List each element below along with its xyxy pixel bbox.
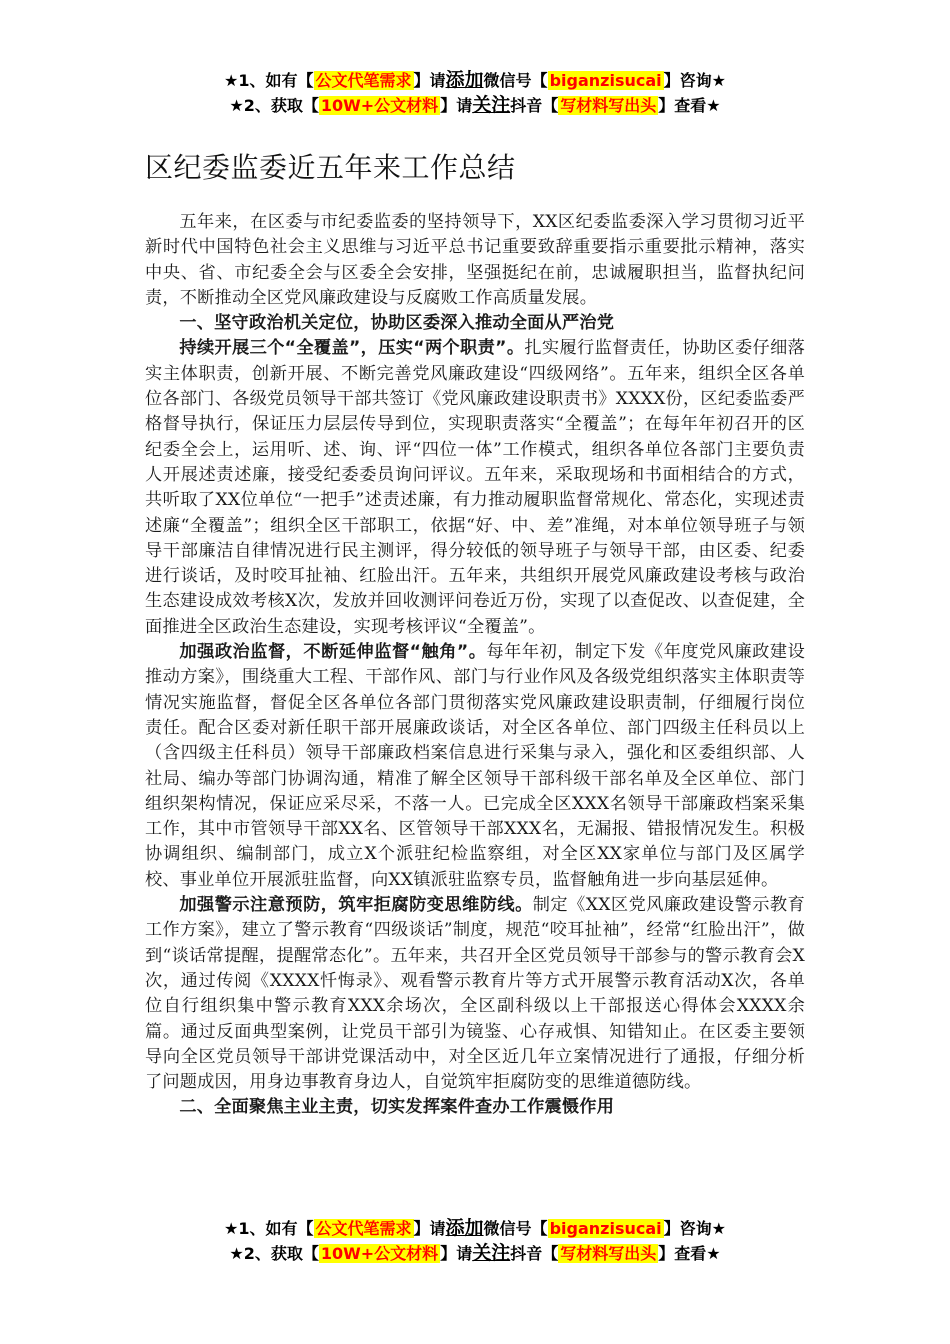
section-heading-2: 二、全面聚焦主业主责，切实发挥案件查办工作震慑作用 [179, 1097, 615, 1118]
header-banner [0, 68, 950, 118]
banner-line-2 [0, 93, 950, 118]
banner-highlight: 10W+公文材料 [320, 96, 439, 115]
banner-text: 】请 [413, 1219, 446, 1238]
paragraph-text: 每年年初，制定下发《年度党风廉政建设推动方案》，围绕重大工程、干部作风、部门与行业作风及各级党组织落实主体职责等情况实施监督，督促全区各单位各部门贯彻落实党风廉政建设职责制，仔细履行岗位责任。配合区委对新任职干部开展廉政谈话，对全区各单位、部门四级主任科员以上（含四级主任科员）领导干部廉政档案信息进行采集与录入，强化和区委组织部、人社局、编办等部门协调沟通，精准了解全区领导干部科级干部名单及全区单位、部门组织架构情况，保证应采尽采，不落一人。已完成全区XXX名领导干部廉政档案采集工作，其中市管领导干部XX名、区管领导干部XXX名，无漏报、错报情况发生。积极协调组织、编制部门，成立X个派驻纪检监察组，对全区XX家单位与部门及区属学校、事业单位开展派驻监督，向XX镇派驻监察专员，监督触角进一步向基层延伸。 [145, 642, 805, 890]
banner-text: 】查看★ [658, 1244, 721, 1263]
banner-text: 】咨询★ [663, 71, 726, 90]
paragraph-lead: 加强政治监督，不断延伸监督“触角”。 [179, 642, 487, 663]
paragraph-lead: 加强警示注意预防，筑牢拒腐防变思维防线。 [179, 895, 533, 916]
paragraph-3 [145, 893, 805, 1095]
banner-text: 抖音【 [510, 96, 559, 115]
paragraph-1 [145, 336, 805, 640]
banner-text: 】请 [440, 96, 473, 115]
banner-emphasis: 关注 [472, 1242, 511, 1264]
paragraph-2 [145, 640, 805, 893]
banner-line-2 [0, 1241, 950, 1266]
banner-highlight: biganzisucai [549, 71, 662, 90]
banner-text: ★1、如有【 [224, 1219, 314, 1238]
banner-text: 微信号【 [483, 1219, 548, 1238]
intro-paragraph: 五年来，在区委与市纪委监委的坚持领导下，XX区纪委监委深入学习贯彻习近平新时代中国特色社会主义思维与习近平总书记重要致辞重要指示重要批示精神，落实中央、省、市纪委全会与区委全会安排，坚强挺纪在前，忠诚履职担当，监督执纪问责，不断推动全区党风廉政建设与反腐败工作高质量发展。 [145, 212, 805, 308]
banner-text: 抖音【 [510, 1244, 559, 1263]
banner-text: 】请 [440, 1244, 473, 1263]
banner-emphasis: 添加 [445, 69, 484, 91]
banner-highlight: 公文代笔需求 [315, 71, 412, 90]
section-heading-1: 一、坚守政治机关定位，协助区委深入推动全面从严治党 [179, 313, 615, 334]
banner-emphasis: 关注 [472, 94, 511, 116]
document-title: 区纪委监委近五年来工作总结 [145, 151, 516, 184]
paragraph-lead: 持续开展三个“全覆盖”，压实“两个职责”。 [179, 338, 525, 359]
banner-line-1 [0, 68, 950, 93]
paragraph-text: 扎实履行监督责任，协助区委仔细落实主体职责，创新开展、不断完善党风廉政建设“四级网络”。五年来，组织全区各单位各部门、各级党员领导干部共签订《党风廉政建设职责书》XXXX份，区纪委监委严格督导执行，保证压力层层传导到位，实现职责落实“全覆盖”；在每年年初召开的区纪委全会上，运用听、述、询、评“四位一体”工作模式，组织各单位各部门主要负责人开展述责述廉，接受纪委委员询问评议。五年来，采取现场和书面相结合的方式，共听取了XX位单位“一把手”述责述廉，有力推动履职监督常规化、常态化，实现述责述廉“全覆盖”；组织全区干部职工，依据“好、中、差”准绳，对本单位领导班子与领导干部廉洁自律情况进行民主测评，得分较低的领导班子与领导干部，由区委、纪委进行谈话，及时咬耳扯袖、红脸出汗。五年来，共组织开展党风廉政建设考核与政治生态建设成效考核X次，发放并回收测评问卷近万份，实现了以查促改、以查促建，全面推进全区政治生态建设，实现考核评议“全覆盖”。 [145, 338, 806, 637]
banner-highlight: 公文代笔需求 [315, 1219, 412, 1238]
banner-text: 】查看★ [658, 96, 721, 115]
banner-highlight: biganzisucai [549, 1219, 662, 1238]
banner-text: ★1、如有【 [224, 71, 314, 90]
banner-text: 】咨询★ [663, 1219, 726, 1238]
paragraph-text: 制定《XX区党风廉政建设警示教育工作方案》，建立了警示教育“四级谈话”制度，规范“咬耳扯袖”，经常“红脸出汗”，做到“谈话常提醒，提醒常态化”。五年来，共召开全区党员领导干部参与的警示教育会X次，通过传阅《XXXX忏悔录》、观看警示教育片等方式开展警示教育活动X次，各单位自行组织集中警示教育XXX余场次，全区副科级以上干部报送心得体会XXXX余篇。通过反面典型案例，让党员干部引为镜鉴、心存戒惧、知错知止。在区委主要领导向全区党员领导干部讲党课活动中，对全区近几年立案情况进行了通报，仔细分析了问题成因，用身边事教育身边人，自觉筑牢拒腐防变的思维道德防线。 [145, 895, 805, 1093]
banner-text: 微信号【 [483, 71, 548, 90]
footer-banner [0, 1216, 950, 1266]
banner-text: ★2、获取【 [229, 96, 319, 115]
banner-line-1 [0, 1216, 950, 1241]
document-body [145, 148, 805, 1121]
banner-emphasis: 添加 [445, 1217, 484, 1239]
banner-highlight: 10W+公文材料 [320, 1244, 439, 1263]
banner-text: 】请 [413, 71, 446, 90]
banner-highlight: 写材料写出头 [560, 1244, 657, 1263]
banner-highlight: 写材料写出头 [560, 96, 657, 115]
banner-text: ★2、获取【 [229, 1244, 319, 1263]
